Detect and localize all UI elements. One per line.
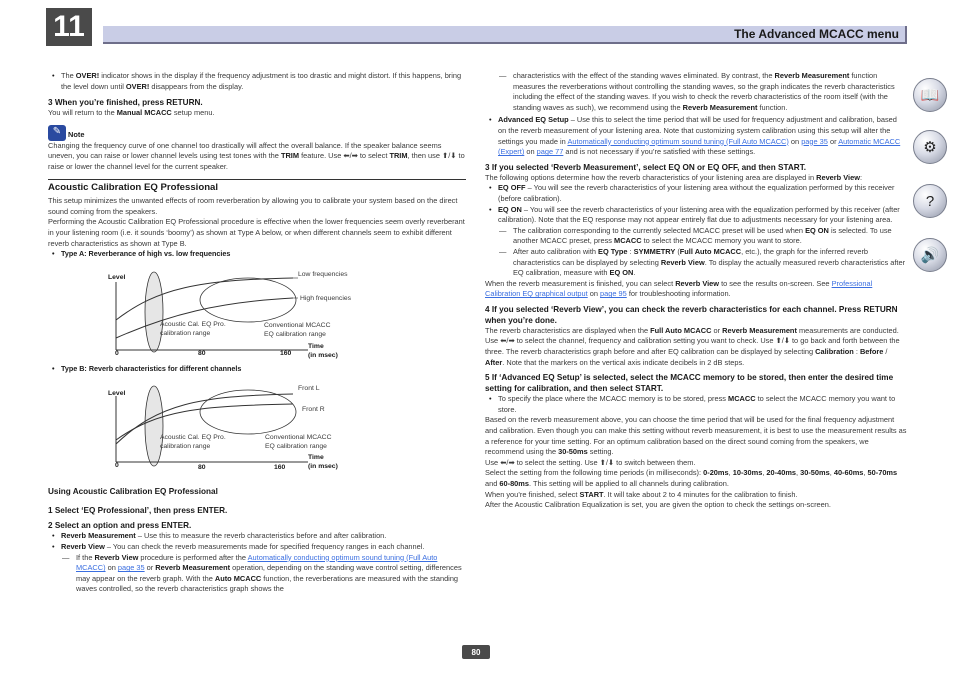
page-35-link[interactable]: page 35: [801, 136, 828, 146]
reverb-view-bullet: • Reverb View – You can check the reverb measurements made for specified frequency ranges in each channel.: [48, 542, 466, 553]
reverb-view-dash-note: — If the Reverb View procedure is performed after the Automatically conducting optimum sound tuning (Full Auto MCACC) on page 35 or Reverb Measurement operation, depending on the standing wave control setting, differences may appear on the reverb graph. With the Auto MCACC function, the reverberations are measured with the standing waves controlled, so the reverb characteristics graph shows the: [48, 553, 466, 595]
conventional-range-label: Conventional MCACC: [265, 434, 332, 442]
page-35-link[interactable]: page 35: [117, 563, 145, 573]
tick-160: 160: [280, 349, 292, 357]
step-5-paragraph-1: Based on the reverb measurement above, you can choose the time period that will be used for the final frequency adjustment and calibration. Even though you can make this setting without reverb measurement, it is best to use the measurement results as a reference for your time setting. For an optimum calibration based on the direct sound coming from the speakers, we recommend using the 30-50ms setting.: [485, 415, 907, 457]
step-5-paragraph-3: Select the setting from the following time periods (in milliseconds): 0-20ms, 10-30ms, 20-40ms, 30-50ms, 40-60ms, 50-70ms and 60-80ms. This setting will be applied to all channels during calibration.: [485, 468, 898, 488]
pro-range-label-2: calibration range: [160, 329, 211, 337]
tick-80: 80: [198, 349, 206, 357]
calibration-range-ellipse: [145, 386, 163, 466]
speaker-icon[interactable]: 🔊: [913, 238, 947, 272]
right-step-3-heading: 3 If you selected ‘Reverb Measurement’, select EQ ON or EQ OFF, and then START.: [485, 162, 807, 172]
note-text: Changing the frequency curve of one channel too drastically will affect the overall balance. If the speaker balance seems uneven, you can raise or lower channel levels using test tones with the TRIM feature. Use ⬅/➡ to select TRIM, then use ⬆/⬇ to raise or lower the channel level for the current speaker.: [48, 140, 465, 171]
page-95-link[interactable]: page 95: [600, 289, 627, 299]
step-2-heading: 2 Select an option and press ENTER.: [48, 521, 192, 531]
chapter-number: 11: [46, 8, 92, 46]
full-auto-mcacc-link[interactable]: Automatically conducting optimum sound tuning (Full Auto MCACC): [76, 552, 438, 573]
header-bar: [103, 26, 907, 44]
eq-on-dash-1: — The calibration corresponding to the currently selected MCACC preset will be used when EQ ON is selected. To use another MCACC preset, press MCACC to select the MCACC memory you want to store.: [485, 226, 907, 247]
conventional-range-label: Conventional MCACC: [264, 321, 331, 329]
step-4-text-2: Use ⬅/➡ to select the channel, frequency and calibration setting you want to check. Use ⬆/⬇ to go back and forth between the three. The reverb characteristics graph before and after EQ calibration can be displayed by selecting Calibration : Before / After. Note that the markers on the vertical axis indicate decibels in 2 dB steps.: [485, 336, 900, 367]
full-auto-mcacc-link[interactable]: Automatically conducting optimum sound tuning (Full Auto MCACC): [567, 136, 789, 146]
section-title: Acoustic Calibration EQ Professional: [48, 179, 466, 194]
reverb-view-dash-continued: — characteristics with the effect of the standing waves eliminated. By contrast, the Reverb Measurement function measures the reverberations without controlling the standing waves, so the graph indicates the reverb characteristics including the effect of the standing waves. If you wish to check the reverb characteristics of the room itself (with the standing waves as such), we recommend using the Reverb Measurement function.: [485, 71, 907, 113]
step-5-paragraph-5: After the Acoustic Calibration Equalization is set, you are given the option to check the settings on-screen.: [485, 500, 831, 510]
type-b-label: • Type B: Reverb characteristics for different channels: [48, 364, 466, 375]
tick-0: 0: [115, 349, 119, 357]
reverb-finished-text: When the reverb measurement is finished, you can select Reverb View to see the results on-screen. See Professional Calibration EQ graphical output on page 95 for troubleshooting information.: [485, 278, 873, 299]
step-4-heading: 4 If you selected ‘Reverb View’, you can check the reverb characteristics for each channel. Press RETURN when you’re done.: [485, 304, 898, 325]
front-r-label: Front R: [302, 406, 325, 414]
step-3-text: You will return to the Manual MCACC setup menu.: [48, 108, 215, 118]
time-axis-label: Time: [308, 342, 324, 350]
remote-settings-icon[interactable]: ⚙: [913, 130, 947, 164]
step-5-heading: 5 If ‘Advanced EQ Setup’ is selected, select the MCACC memory to be stored, then enter the desired time setting for calibration, and then select START.: [485, 373, 894, 394]
type-a-diagram: [48, 260, 466, 358]
step-1-heading: 1 Select ‘EQ Professional’, then press ENTER.: [48, 506, 228, 516]
eq-on-bullet: • EQ ON – You will see the reverb characteristics of your listening area with the equalization performed by this receiver (after calibration). Note that the EQ response may not appear entirely flat due to adjustments necessary for your listening area.: [485, 205, 907, 226]
type-b-diagram: [48, 374, 466, 472]
step-5-paragraph-2: Use ⬅/➡ to select the setting. Use ⬆/⬇ to switch between them.: [485, 457, 696, 467]
time-unit-label: (in msec): [308, 463, 338, 471]
level-axis-label: Level: [108, 273, 126, 281]
page-77-link[interactable]: page 77: [536, 147, 564, 157]
step-4-text-1: The reverb characteristics are displayed when the Full Auto MCACC or Reverb Measurement measurements are conducted.: [485, 325, 899, 335]
high-frequencies-label: High frequencies: [300, 294, 352, 302]
pro-range-label-2: calibration range: [160, 443, 211, 451]
conventional-range-ellipse: [200, 390, 296, 434]
advanced-eq-setup-bullet: • Advanced EQ Setup – Use this to select the time period that will be used for frequency adjustment and calibration, based on the reverb measurement of your listening area. Note that customizing system calibration using this setup will alter the settings you made in Automatically conducting optimum sound tuning (Full Auto MCACC) on page 35 or Automatic MCACC (Expert) on page 77 and is not necessary if you’re satisfied with these settings.: [485, 115, 907, 157]
calibration-range-ellipse: [145, 272, 163, 352]
conventional-range-ellipse: [200, 278, 296, 322]
question-icon[interactable]: ?: [913, 184, 947, 218]
page-number: 80: [462, 645, 490, 659]
pro-range-label: Acoustic Cal. EQ Pro.: [160, 434, 226, 442]
reverb-measurement-bullet: • Reverb Measurement – Use this to measure the reverb characteristics before and after calibration.: [48, 531, 466, 542]
over-indicator-bullet: • The OVER! indicator shows in the display if the frequency adjustment is too drastic and might distort. If this happens, bring the level down until OVER! disappears from the display.: [48, 71, 466, 92]
type-a-label: • Type A: Reverberance of high vs. low frequencies: [48, 249, 466, 260]
note-pencil-icon: ✎: [48, 125, 66, 141]
automatic-mcacc-expert-link[interactable]: Automatic MCACC (Expert): [498, 136, 901, 157]
tick-80: 80: [198, 464, 206, 472]
time-axis-label: Time: [308, 454, 324, 462]
eq-on-dash-2: — After auto calibration with EQ Type : SYMMETRY (Full Auto MCACC, etc.), the graph for the inferred reverb characteristics can be displayed by selecting Reverb View. To display the actually measured reverb characteristics after EQ calibration, measure with EQ ON.: [485, 247, 907, 279]
front-l-label: Front L: [298, 385, 320, 393]
eq-off-bullet: • EQ OFF – You will see the reverb characteristics of your listening area without the equalization performed by this receiver (before calibration).: [485, 183, 907, 204]
note-heading: [48, 125, 466, 141]
time-unit-label: (in msec): [308, 351, 338, 359]
graphical-output-link[interactable]: Professional Calibration EQ graphical output: [485, 278, 873, 299]
low-frequencies-label: Low frequencies: [298, 270, 348, 278]
note-label: Note: [68, 130, 85, 140]
step-3-heading: 3 When you’re finished, press RETURN.: [48, 98, 203, 108]
left-column: [48, 71, 466, 595]
pro-range-label: Acoustic Cal. EQ Pro.: [160, 320, 226, 328]
tick-160: 160: [274, 464, 286, 472]
intro-paragraph-2: Performing the Acoustic Calibration EQ Professional procedure is effective when the lower frequencies seem overly reverberant in your listening room (i.e. it sounds ‘boomy’) as shown at Type A below, or when different channels seem to exhibit different reverb characteristics as shown at Type B.: [48, 217, 465, 248]
low-frequency-curve: [116, 278, 293, 320]
tick-0: 0: [115, 462, 119, 470]
conventional-range-label-2: EQ calibration range: [265, 443, 327, 451]
right-column: [485, 71, 907, 511]
page-title: The Advanced MCACC menu: [734, 27, 899, 41]
conventional-range-label-2: EQ calibration range: [264, 330, 326, 338]
book-icon[interactable]: 📖: [913, 78, 947, 112]
right-step-3-text: The following options determine how the reverb characteristics of your listening area are displayed in Reverb View:: [485, 172, 863, 182]
intro-paragraph-1: This setup minimizes the unwanted effects of room reverberation by allowing you to calibrate your system based on the direct sound coming from the speakers.: [48, 196, 458, 216]
step-5-paragraph-4: When you’re finished, select START. It will take about 2 to 4 minutes for the calibration to finish.: [485, 489, 798, 499]
level-axis-label: Level: [108, 390, 126, 398]
using-title: Using Acoustic Calibration EQ Professional: [48, 487, 218, 497]
step-5-bullet: • To specify the place where the MCACC memory is to be stored, press MCACC to select the MCACC memory you want to store.: [485, 394, 907, 415]
